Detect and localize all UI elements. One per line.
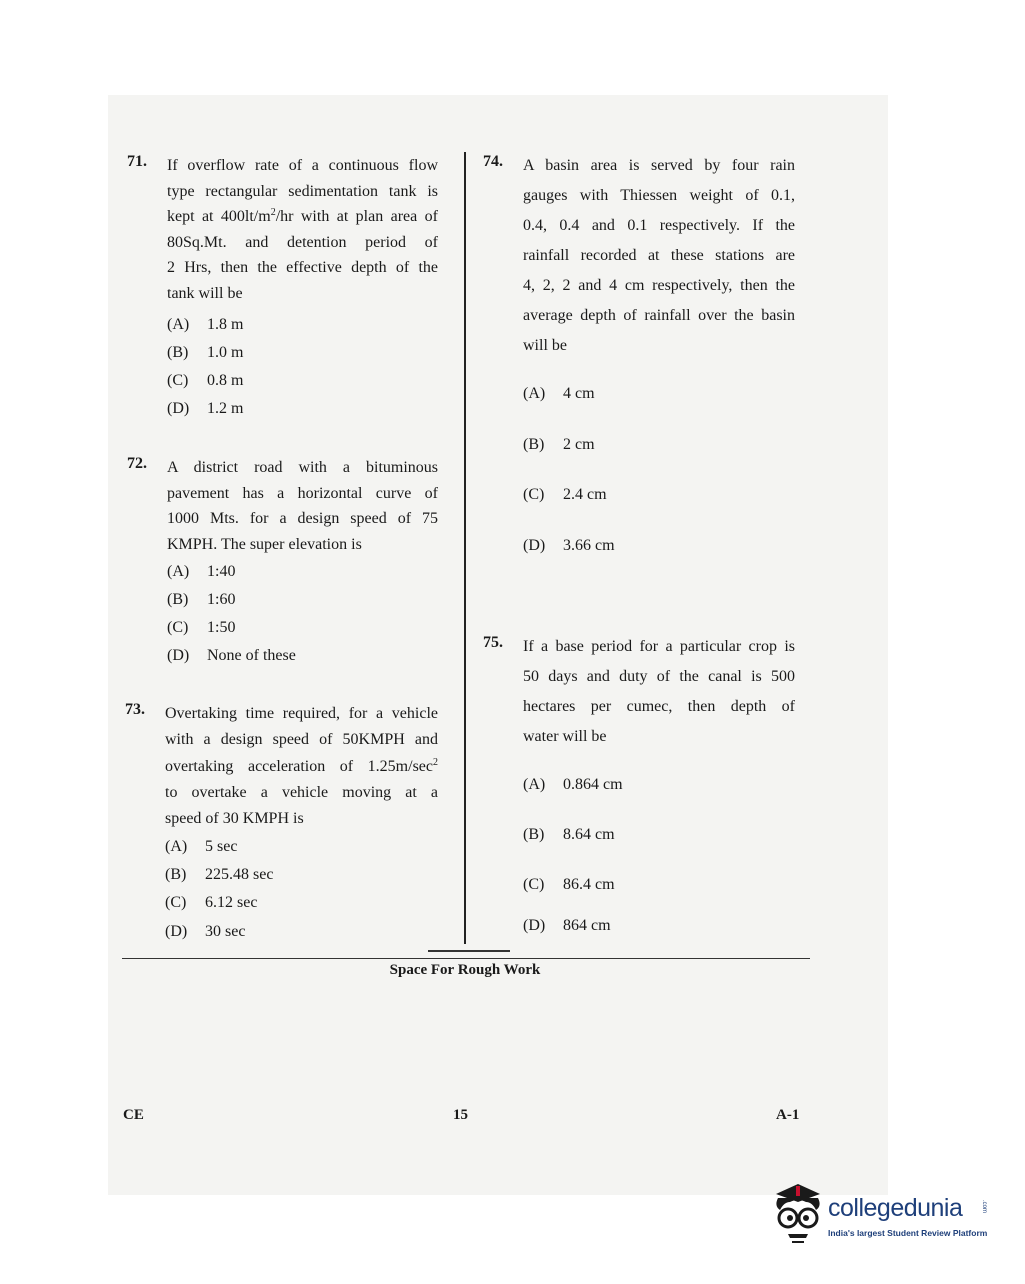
column-divider bbox=[464, 152, 466, 944]
question-stem bbox=[167, 455, 438, 557]
stem-line: to overtake a vehicle moving at a bbox=[165, 784, 438, 802]
option-c: (C) 6.12 sec bbox=[165, 894, 258, 911]
option-d: (D) 864 cm bbox=[523, 917, 611, 934]
stem-line: If overflow rate of a continuous flow bbox=[167, 157, 438, 174]
stem-text: /hr with at plan area of bbox=[275, 208, 438, 226]
rough-work-label: Space For Rough Work bbox=[389, 962, 541, 978]
stem-line: A district road with a bituminous bbox=[167, 459, 438, 476]
stem-line: speed of 30 KMPH is bbox=[165, 809, 304, 827]
divider-rule bbox=[122, 958, 810, 959]
question-stem bbox=[523, 634, 795, 754]
divider-short bbox=[428, 950, 510, 952]
option-a: (A) 5 sec bbox=[165, 838, 238, 855]
stem-text: overtaking acceleration of 1.25m/sec bbox=[165, 758, 433, 776]
option-d: (D) 1.2 m bbox=[167, 400, 244, 417]
stem-line: gauges with Thiessen weight of 0.1, bbox=[523, 187, 795, 204]
option-a: (A) 0.864 cm bbox=[523, 776, 623, 793]
stem-line: 0.4, 0.4 and 0.1 respectively. If the bbox=[523, 217, 795, 234]
option-b: (B) 8.64 cm bbox=[523, 826, 615, 843]
question-number: 73. bbox=[125, 701, 145, 718]
stem-text: kept at 400lt/m bbox=[167, 208, 271, 226]
option-a: (A) 4 cm bbox=[523, 385, 595, 402]
mascot-icon bbox=[768, 1180, 828, 1250]
logo-tagline: India's largest Student Review Platform bbox=[828, 1228, 988, 1238]
footer-series-code: A-1 bbox=[776, 1107, 800, 1123]
stem-line: pavement has a horizontal curve of bbox=[167, 484, 438, 502]
footer-subject-code: CE bbox=[123, 1107, 144, 1123]
stem-line: hectares per cumec, then depth of bbox=[523, 698, 795, 715]
stem-line bbox=[167, 204, 438, 230]
option-c: (C) 0.8 m bbox=[167, 372, 244, 389]
stem-line: average depth of rainfall over the basin bbox=[523, 307, 795, 324]
option-a: (A) 1:40 bbox=[167, 563, 236, 580]
question-stem bbox=[165, 701, 438, 831]
superscript: 2 bbox=[433, 757, 438, 769]
option-b: (B) 225.48 sec bbox=[165, 866, 274, 883]
logo-domain: .com bbox=[981, 1200, 987, 1214]
superscript: 2 bbox=[270, 207, 276, 219]
stem-line: KMPH. The super elevation is bbox=[167, 535, 362, 553]
stem-line: tank will be bbox=[167, 284, 243, 302]
option-a: (A) 1.8 m bbox=[167, 316, 244, 333]
question-number: 74. bbox=[483, 153, 503, 170]
option-b: (B) 1.0 m bbox=[167, 344, 244, 361]
logo-wordmark: collegedunia bbox=[828, 1194, 963, 1222]
question-number: 75. bbox=[483, 634, 503, 651]
question-stem bbox=[167, 153, 438, 307]
option-b: (B) 2 cm bbox=[523, 436, 595, 453]
stem-line: A basin area is served by four rain bbox=[523, 157, 795, 174]
option-c: (C) 1:50 bbox=[167, 619, 236, 636]
option-d: (D) 3.66 cm bbox=[523, 537, 615, 554]
option-c: (C) 86.4 cm bbox=[523, 876, 615, 893]
stem-line: will be bbox=[523, 337, 567, 354]
stem-line: If a base period for a particular crop is bbox=[523, 638, 795, 655]
stem-line bbox=[165, 752, 438, 780]
option-d: (D) 30 sec bbox=[165, 923, 246, 940]
question-number: 72. bbox=[127, 455, 147, 472]
collegedunia-logo bbox=[768, 1180, 993, 1250]
option-d: (D) None of these bbox=[167, 647, 296, 664]
question-stem bbox=[523, 153, 795, 363]
stem-line: 80Sq.Mt. and detention period of bbox=[167, 233, 438, 251]
footer-page-number: 15 bbox=[453, 1107, 468, 1123]
stem-line: 50 days and duty of the canal is 500 bbox=[523, 668, 795, 685]
stem-line: with a design speed of 50KMPH and bbox=[165, 730, 438, 748]
question-number: 71. bbox=[127, 153, 147, 170]
option-b: (B) 1:60 bbox=[167, 591, 236, 608]
stem-line: rainfall recorded at these stations are bbox=[523, 247, 795, 264]
stem-line: Overtaking time required, for a vehicle bbox=[165, 705, 438, 722]
stem-line: 1000 Mts. for a design speed of 75 bbox=[167, 510, 438, 528]
option-c: (C) 2.4 cm bbox=[523, 486, 607, 503]
stem-line: 4, 2, 2 and 4 cm respectively, then the bbox=[523, 277, 795, 294]
stem-line: 2 Hrs, then the effective depth of the bbox=[167, 259, 438, 277]
stem-line: water will be bbox=[523, 728, 607, 745]
stem-line: type rectangular sedimentation tank is bbox=[167, 182, 438, 200]
